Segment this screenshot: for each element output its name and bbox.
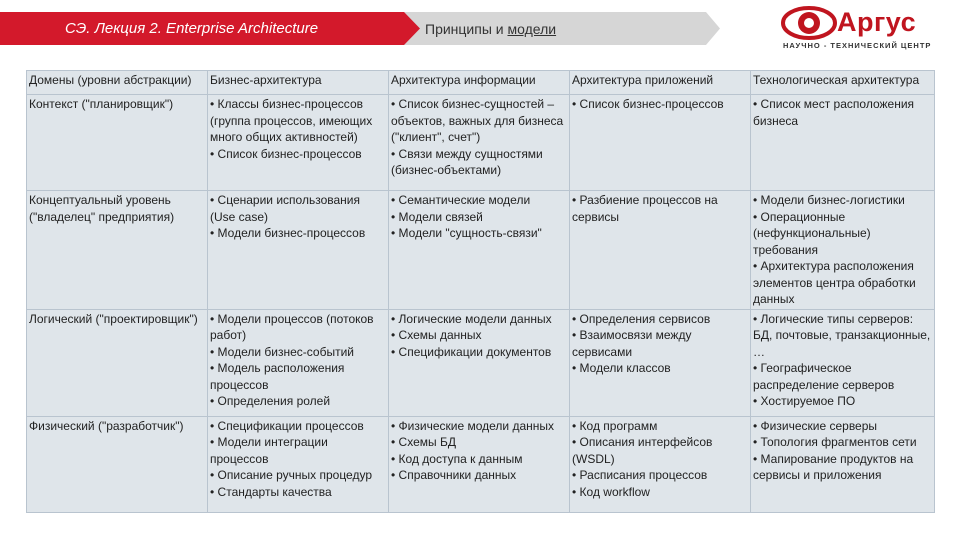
list-item: • Описание ручных процедур bbox=[210, 467, 386, 484]
cell-applications bbox=[570, 416, 751, 512]
list-item: • Список бизнес-процессов bbox=[210, 146, 386, 163]
list-item: • Географическое распределение серверов bbox=[753, 360, 932, 393]
list-item: • Схемы данных bbox=[391, 327, 567, 344]
list-item: • Модели интеграции процессов bbox=[210, 434, 386, 467]
logo-name: Аргус bbox=[837, 7, 917, 37]
lecture-title-banner bbox=[0, 12, 420, 45]
list-item: • Хостируемое ПО bbox=[753, 393, 932, 410]
list-item: • Код программ bbox=[572, 418, 748, 435]
header-information: Архитектура информации bbox=[389, 71, 570, 95]
list-item: • Мапирование продуктов на сервисы и приложения bbox=[753, 451, 932, 484]
table-header-row bbox=[27, 71, 935, 95]
row-level: Логический ("проектировщик") bbox=[27, 309, 208, 416]
cell-information bbox=[389, 416, 570, 512]
list-item: • Список бизнес-процессов bbox=[572, 96, 748, 113]
list-item: • Определения ролей bbox=[210, 393, 386, 410]
cell-technology bbox=[751, 95, 935, 191]
list-item: • Описания интерфейсов (WSDL) bbox=[572, 434, 748, 467]
cell-technology bbox=[751, 309, 935, 416]
list-item: • Топология фрагментов сети bbox=[753, 434, 932, 451]
list-item: • Семантические модели bbox=[391, 192, 567, 209]
list-item: • Список бизнес-сущностей – объектов, важных для бизнеса ("клиент", счет") bbox=[391, 96, 567, 146]
list-item: • Модели бизнес-логистики bbox=[753, 192, 932, 209]
list-item: • Стандарты качества bbox=[210, 484, 386, 501]
list-item: • Модели классов bbox=[572, 360, 748, 377]
list-item: • Список мест расположения бизнеса bbox=[753, 96, 932, 129]
table-row bbox=[27, 191, 935, 310]
list-item: • Модель расположения процессов bbox=[210, 360, 386, 393]
list-item: • Схемы БД bbox=[391, 434, 567, 451]
row-level: Контекст ("планировщик") bbox=[27, 95, 208, 191]
logo-tagline: НАУЧНО - ТЕХНИЧЕСКИЙ ЦЕНТР bbox=[783, 41, 932, 50]
header-business: Бизнес-архитектура bbox=[208, 71, 389, 95]
list-item: • Физические серверы bbox=[753, 418, 932, 435]
list-item: • Физические модели данных bbox=[391, 418, 567, 435]
table-row bbox=[27, 416, 935, 512]
cell-business bbox=[208, 309, 389, 416]
table-row bbox=[27, 95, 935, 191]
list-item: • Взаимосвязи между сервисами bbox=[572, 327, 748, 360]
list-item: • Классы бизнес-процессов (группа процессов, имеющих много общих активностей) bbox=[210, 96, 386, 146]
argus-logo bbox=[781, 5, 941, 50]
list-item: • Модели связей bbox=[391, 209, 567, 226]
cell-technology bbox=[751, 191, 935, 310]
cell-applications bbox=[570, 309, 751, 416]
list-item: • Связи между сущностями (бизнес-объектами) bbox=[391, 146, 567, 179]
cell-information bbox=[389, 95, 570, 191]
row-level: Физический ("разработчик") bbox=[27, 416, 208, 512]
list-item: • Модели "сущность-связи" bbox=[391, 225, 567, 242]
lecture-title: СЭ. Лекция 2. Enterprise Architecture bbox=[65, 20, 319, 37]
cell-business bbox=[208, 191, 389, 310]
list-item: • Определения сервисов bbox=[572, 311, 748, 328]
cell-information bbox=[389, 191, 570, 310]
header-domains: Домены (уровни абстракции) bbox=[27, 71, 208, 95]
list-item: • Логические модели данных bbox=[391, 311, 567, 328]
list-item: • Разбиение процессов на сервисы bbox=[572, 192, 748, 225]
list-item: • Модели бизнес-событий bbox=[210, 344, 386, 361]
list-item: • Модели бизнес-процессов bbox=[210, 225, 386, 242]
cell-business bbox=[208, 95, 389, 191]
header-technology: Технологическая архитектура bbox=[751, 71, 935, 95]
table-row bbox=[27, 309, 935, 416]
cell-information bbox=[389, 309, 570, 416]
list-item: • Архитектура расположения элементов центра обработки данных bbox=[753, 258, 932, 308]
list-item: • Операционные (нефункциональные) требования bbox=[753, 209, 932, 259]
list-item: • Код workflow bbox=[572, 484, 748, 501]
architecture-table bbox=[26, 70, 935, 513]
list-item: • Спецификации документов bbox=[391, 344, 567, 361]
cell-applications bbox=[570, 95, 751, 191]
slide-title: Принципы и модели bbox=[425, 21, 557, 37]
list-item: • Спецификации процессов bbox=[210, 418, 386, 435]
cell-business bbox=[208, 416, 389, 512]
header-applications: Архитектура приложений bbox=[570, 71, 751, 95]
list-item: • Справочники данных bbox=[391, 467, 567, 484]
list-item: • Сценарии использования (Use case) bbox=[210, 192, 386, 225]
cell-applications bbox=[570, 191, 751, 310]
eye-logo-icon bbox=[781, 5, 837, 41]
list-item: • Модели процессов (потоков работ) bbox=[210, 311, 386, 344]
list-item: • Логические типы серверов: БД, почтовые, транзакционные, … bbox=[753, 311, 932, 361]
list-item: • Код доступа к данным bbox=[391, 451, 567, 468]
row-level: Концептуальный уровень ("владелец" предприятия) bbox=[27, 191, 208, 310]
list-item: • Расписания процессов bbox=[572, 467, 748, 484]
cell-technology bbox=[751, 416, 935, 512]
